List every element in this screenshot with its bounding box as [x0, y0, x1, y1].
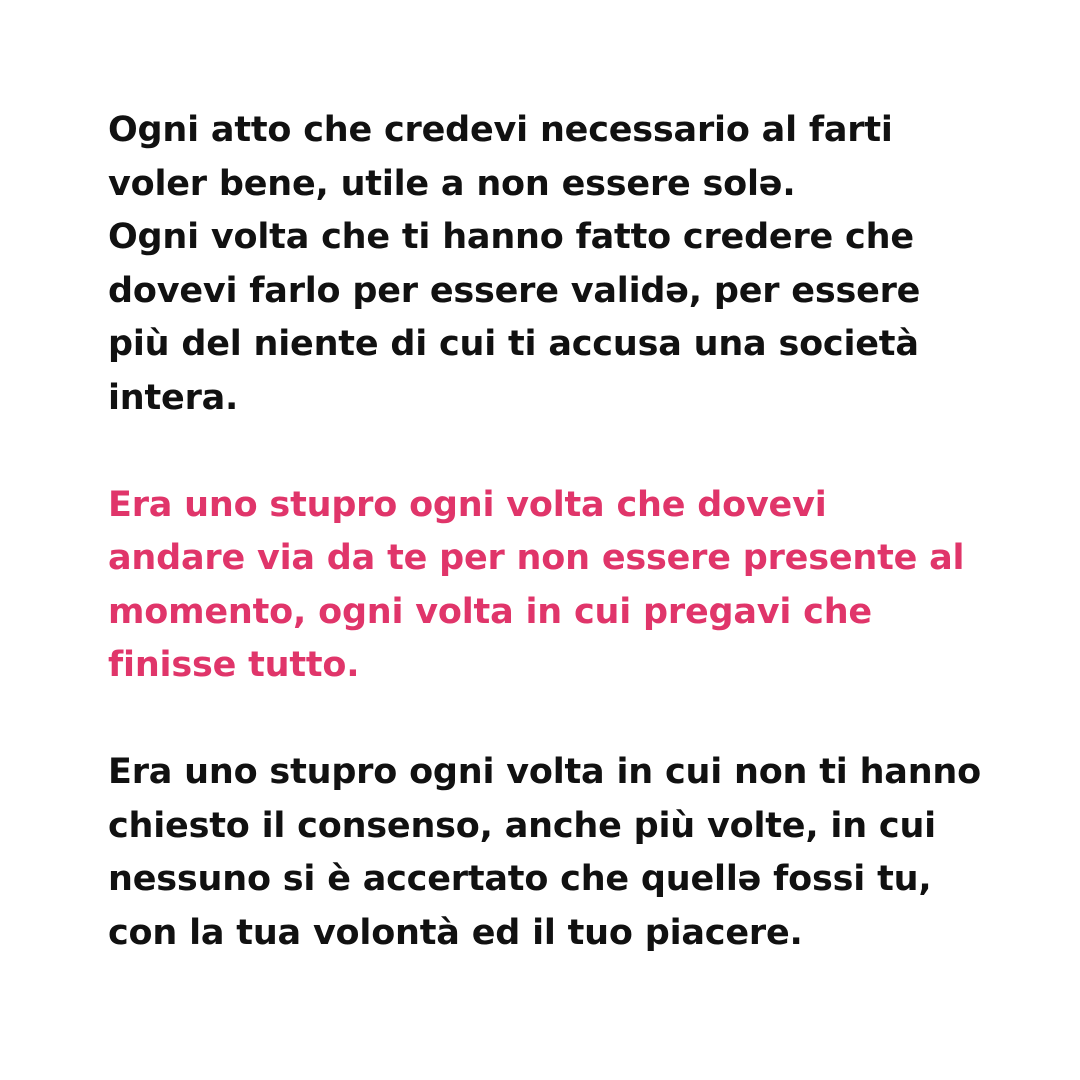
paragraph-2-line-4: finisse tutto. — [108, 645, 360, 685]
paragraph-1-line-1: Ogni atto che credevi necessario al farti — [108, 110, 893, 150]
text-block — [108, 104, 1048, 960]
paragraph-1 — [108, 104, 1048, 425]
paragraph-3-line-3: nessuno si è accertato che quellə fossi tu, — [108, 859, 932, 899]
paragraph-1-line-2: voler bene, utile a non essere solə. — [108, 163, 796, 204]
paragraph-2-highlight — [108, 479, 1048, 693]
paragraph-1-line-5: più del niente di cui ti accusa una società — [108, 324, 919, 364]
paragraph-2-line-1: Era uno stupro ogni volta che dovevi — [108, 484, 827, 525]
paragraph-3-line-2: chiesto il consenso, anche più volte, in cui — [108, 805, 936, 846]
paragraph-1-line-6: intera. — [108, 377, 239, 418]
paragraph-2-line-3: momento, ogni volta in cui pregavi che — [108, 591, 872, 632]
paragraph-3 — [108, 746, 1048, 960]
paragraph-1-line-4: dovevi farlo per essere validə, per essere — [108, 270, 921, 311]
paragraph-3-line-1: Era uno stupro ogni volta in cui non ti hanno — [108, 752, 981, 792]
paragraph-2-line-2: andare via da te per non essere presente al — [108, 538, 965, 578]
paragraph-1-line-3: Ogni volta che ti hanno fatto credere che — [108, 217, 914, 257]
paragraph-3-line-4: con la tua volontà ed il tuo piacere. — [108, 912, 803, 953]
